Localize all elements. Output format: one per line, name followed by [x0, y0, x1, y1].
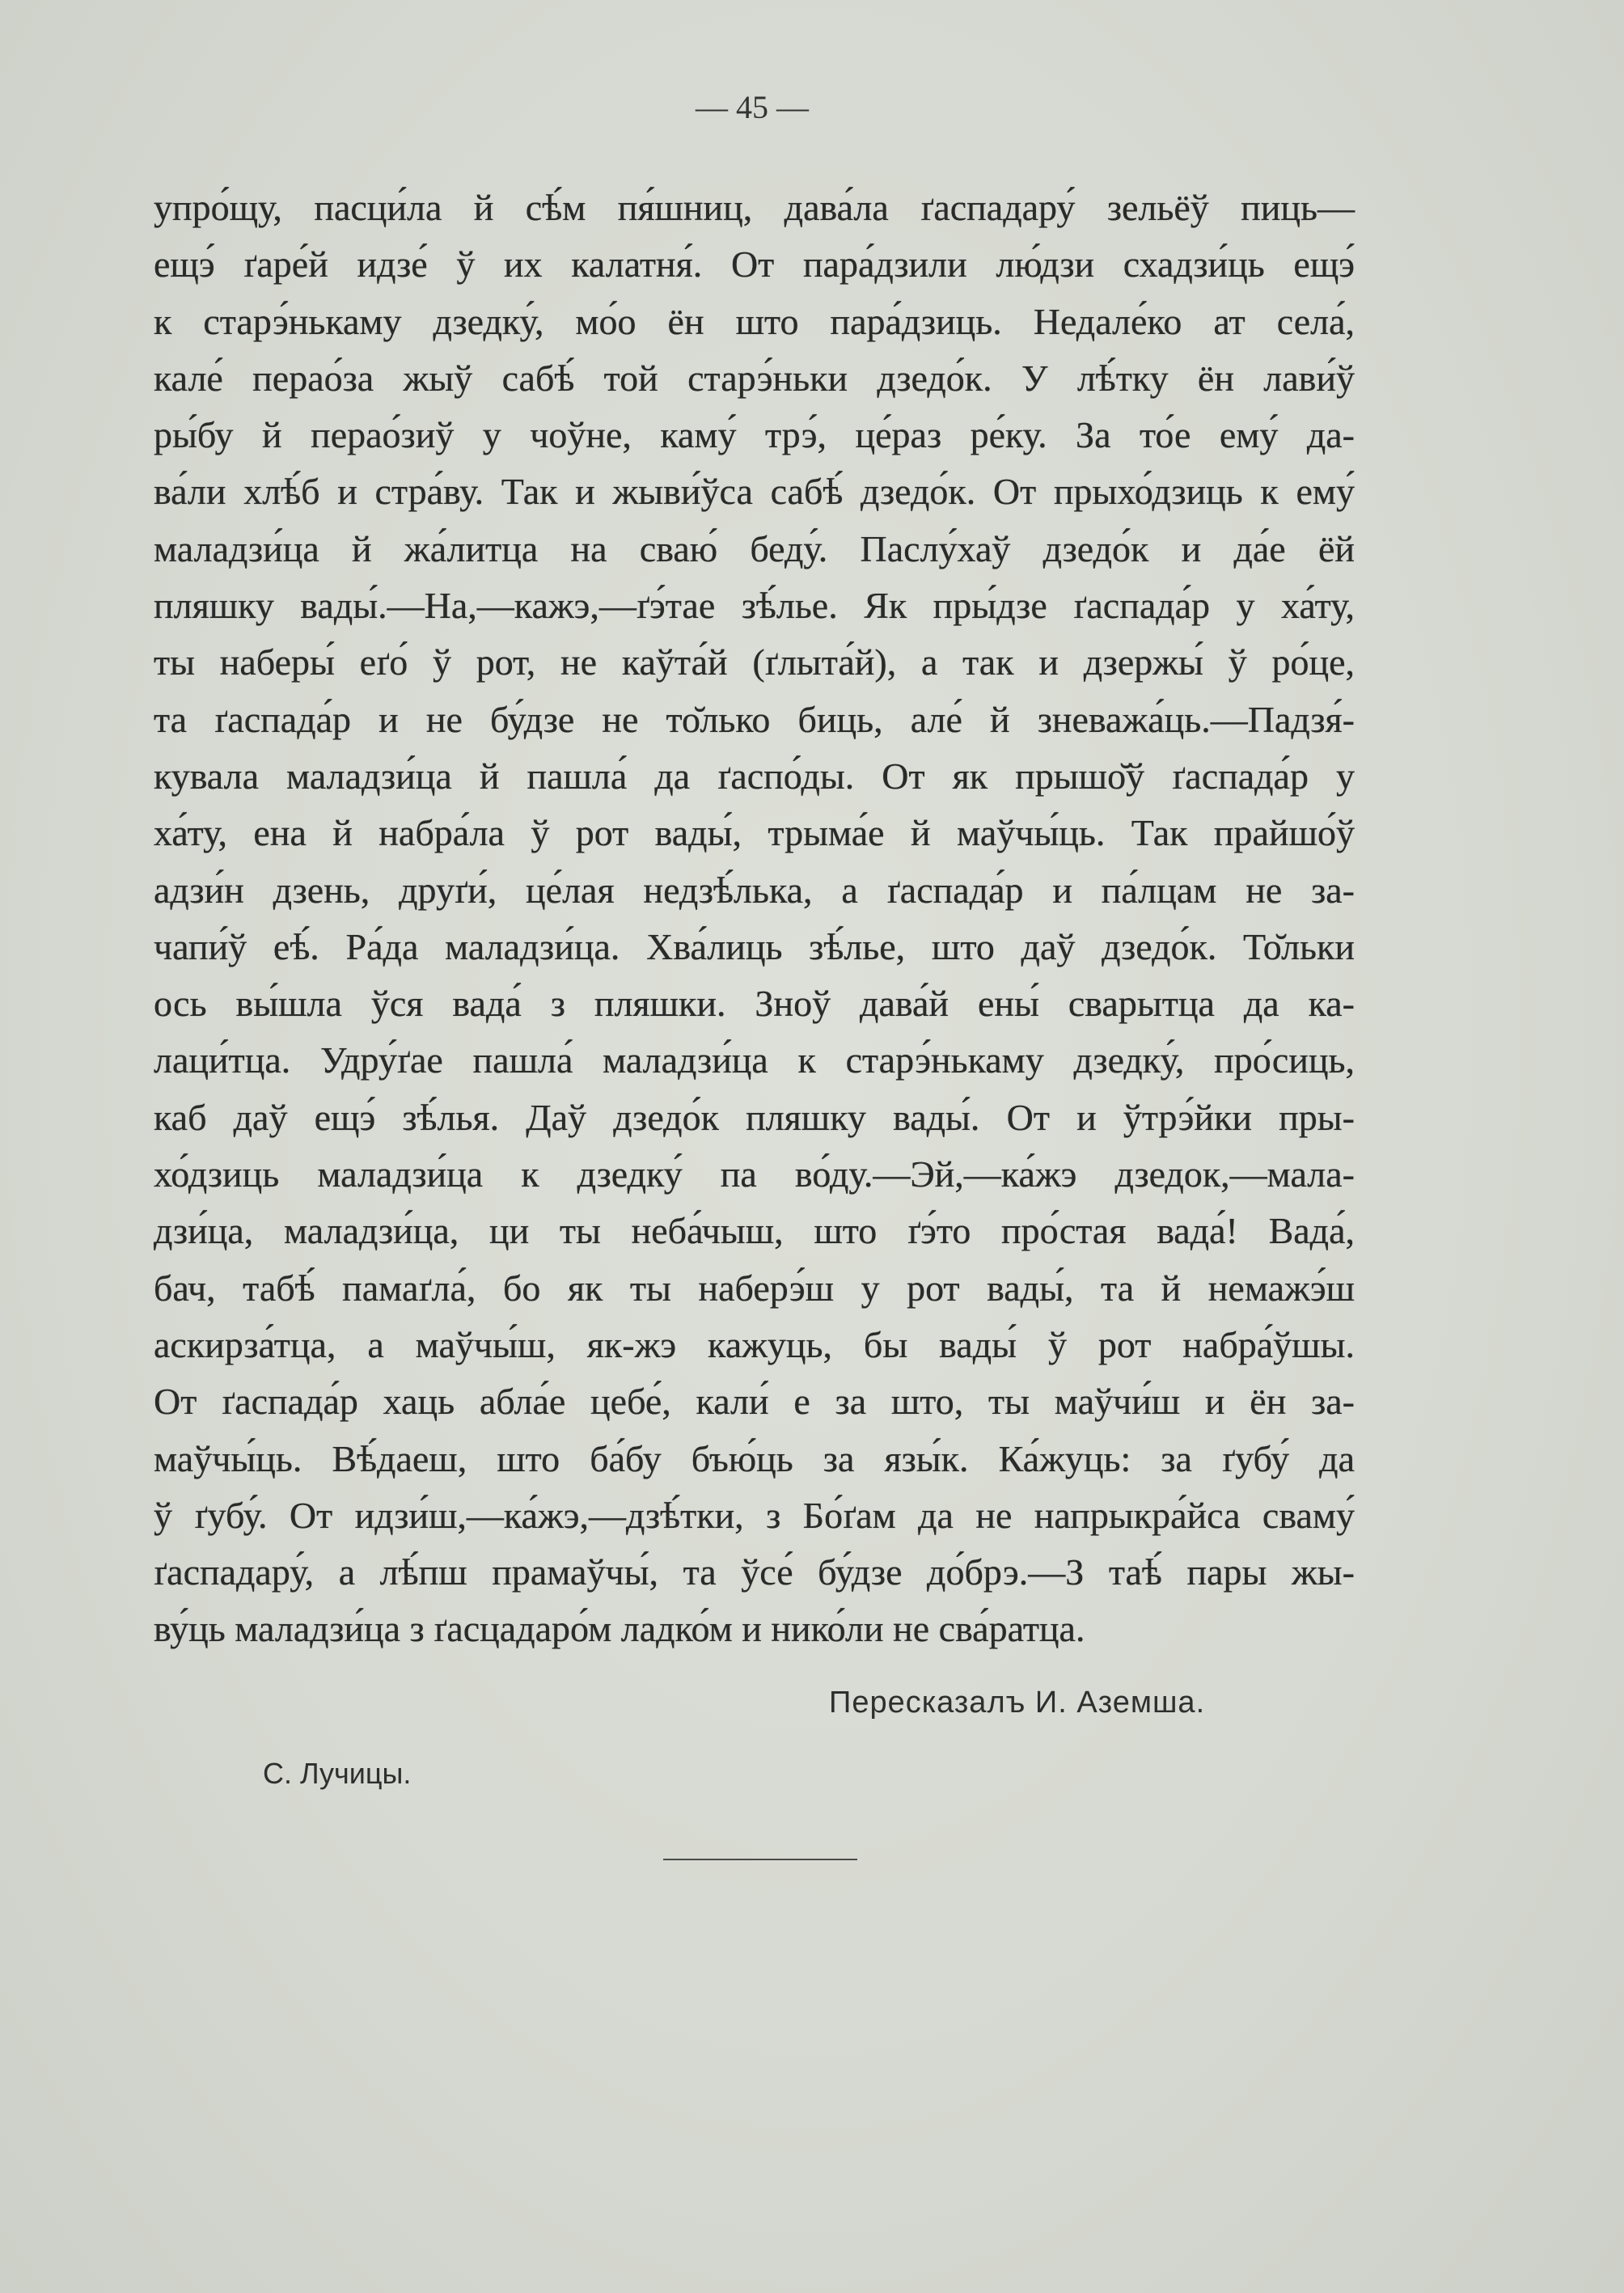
text-line: каб даў ещэ́ зѣ́лья. Даў дзедо́к пляшку вады́. От и ўтрэ́йки пры- — [154, 1096, 1355, 1138]
text-line: ва́ли хлѣ́б и стра́ву. Так и жыви́ўса сабѣ́ дзедо́к. От прыхо́дзиць к ему́ — [154, 471, 1355, 513]
text-line: ґаспадару́, а лѣ́пш прамаўчы́, та ўсе́ бу́дзе до́брэ.—З таѣ́ пары жы- — [154, 1551, 1355, 1593]
text-line: маладзи́ца й жа́литца на сваю́ беду́. Паслу́хаў дзедо́к и да́е ёй — [154, 527, 1355, 569]
signature: Пересказалъ И. Аземша. — [829, 1686, 1206, 1720]
separator-rule — [663, 1859, 857, 1860]
text-line: дзи́ца, маладзи́ца, ци ты неба́чыш, што ґэ́то про́стая вада́! Вада́, — [154, 1210, 1355, 1252]
text-line: От ґаспада́р хаць абла́е цебе́, кали́ е за што, ты маўчи́ш и ён за- — [154, 1381, 1355, 1423]
text-line: к старэ́нькаму дзедку́, мо́о ён што пара́дзиць. Недале́ко ат села́, — [154, 300, 1355, 342]
text-line: ў ґубу́. От идзи́ш,—ка́жэ,—дзѣ́тки, з Бо́ґам да не напрыкра́йса сваму́ — [154, 1494, 1355, 1536]
location-note: С. Лучицы. — [263, 1757, 412, 1790]
text-line: бач, табѣ́ памаґла́, бо як ты наберэ́ш у рот вады́, та й немажэ́ш — [154, 1267, 1355, 1309]
text-line: ву́ць маладзи́ца з ґасцадаро́м ладко́м и нико́ли не сва́ратца. — [154, 1608, 1085, 1650]
text-line: упро́щу, пасци́ла й сѣ́м пя́шниц, дава́ла ґаспадару́ зельёў пиць— — [154, 187, 1355, 228]
text-line: хо́дзиць маладзи́ца к дзедку́ па во́ду.—Эй,—ка́жэ дзедок,—мала- — [154, 1153, 1355, 1195]
text-line: ещэ́ ґаре́й идзе́ ў их калатня́. От пара́дзили лю́дзи схадзи́ць ещэ́ — [154, 243, 1355, 286]
text-line: пляшку вады́.—На,—кажэ,—ґэ́тае зѣ́лье. Як пры́дзе ґаспада́р у ха́ту, — [154, 585, 1355, 627]
text-line: адзи́н дзень, друґи́, це́лая недзѣ́лька, а ґаспада́р и па́лцам не за- — [154, 869, 1355, 911]
page-number: — 45 — — [696, 89, 809, 125]
text-line: ры́бу й перао́зиў у чоўне, каму́ трэ́, це́раз ре́ку. За то́е ему́ да- — [154, 414, 1355, 456]
story-text — [154, 180, 1355, 1658]
text-line: та ґаспада́р и не бу́дзе не то̆лько биць, але́ й зневажа́ць.—Падзя́- — [154, 698, 1355, 740]
text-line: аскирза́тца, а маўчы́ш, як-жэ кажуць, бы вады́ ў рот набра́ўшы. — [154, 1323, 1355, 1365]
text-line: чапи́ў еѣ́. Ра́да маладзи́ца. Хва́лиць зѣ́лье, што даў дзедо́к. То̆льки — [154, 925, 1355, 967]
text-line: ось вы́шла ўся вада́ з пляшки. Зноў дава́й ены́ сварытца да ка- — [154, 983, 1355, 1025]
text-line: маўчы́ць. Вѣ́даеш, што ба́бу бъю́ць за язы́к. Ка́жуць: за ґубу́ да — [154, 1437, 1355, 1479]
text-line: кале́ перао́за жыў сабѣ́ той старэ́ньки дзедо́к. У лѣ́тку ён лави́ў — [154, 357, 1355, 399]
text-line: ты наберы́ еґо́ ў рот, не каўта́й (ґлыта́й), а так и дзержы́ ў ро́це, — [154, 641, 1355, 683]
text-line: лаци́тца. Удру́ґае пашла́ маладзи́ца к старэ́нькаму дзедку́, про́сиць, — [154, 1039, 1355, 1081]
text-line: ха́ту, ена й набра́ла ў рот вады́, трыма́е й маўчы́ць. Так прайшо́ў — [154, 812, 1355, 854]
text-line: кувала маладзи́ца й пашла́ да ґаспо́ды. От як прышо̆ў ґаспада́р у — [154, 755, 1355, 797]
